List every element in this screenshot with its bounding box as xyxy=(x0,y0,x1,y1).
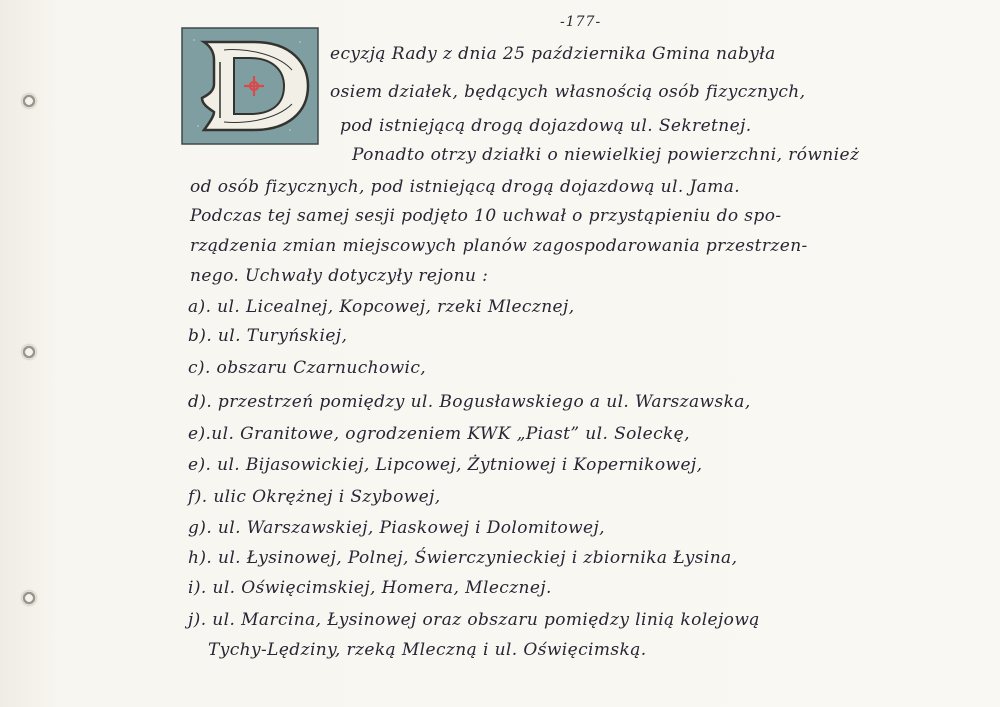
list-item: c). obszaru Czarnuchowic, xyxy=(188,358,427,378)
page-number: -177- xyxy=(560,14,602,30)
text-line: ecyzją Rady z dnia 25 października Gmina nabyła xyxy=(330,44,776,64)
list-item: d). przestrzeń pomiędzy ul. Bogusławskiego a ul. Warszawska, xyxy=(188,392,751,412)
list-item: b). ul. Turyńskiej, xyxy=(188,326,348,346)
text-line: Podczas tej samej sesji podjęto 10 uchwał o przystąpieniu do spo- xyxy=(190,206,782,226)
text-line: Ponadto otrzy działki o niewielkiej powierzchni, również xyxy=(352,145,860,165)
list-item: f). ulic Okrężnej i Szybowej, xyxy=(188,487,441,507)
binder-hole xyxy=(22,591,36,605)
text-line: rządzenia zmian miejscowych planów zagospodarowania przestrzen- xyxy=(190,236,808,256)
text-line: od osób fizycznych, pod istniejącą drogą dojazdową ul. Jama. xyxy=(190,177,741,197)
list-item: e).ul. Granitowe, ogrodzeniem KWK „Piast” ul. Soleckę, xyxy=(188,424,690,444)
list-item: a). ul. Licealnej, Kopcowej, rzeki Mlecznej, xyxy=(188,297,575,317)
list-item: h). ul. Łysinowej, Polnej, Świerczynieckiej i zbiornika Łysina, xyxy=(188,548,738,568)
text-line: osiem działek, będących własnością osób fizycznych, xyxy=(330,82,806,102)
binder-hole xyxy=(22,345,36,359)
list-item: e). ul. Bijasowickiej, Lipcowej, Żytniowej i Kopernikowej, xyxy=(188,455,703,475)
binder-hole xyxy=(22,94,36,108)
illuminated-initial xyxy=(180,26,320,146)
list-item-continuation: Tychy-Lędziny, rzeką Mleczną i ul. Oświęcimską. xyxy=(208,640,647,660)
text-line: nego. Uchwały dotyczyły rejonu : xyxy=(190,266,489,286)
list-item: j). ul. Marcina, Łysinowej oraz obszaru pomiędzy linią kolejową xyxy=(188,610,760,630)
text-line: pod istniejącą drogą dojazdową ul. Sekretnej. xyxy=(340,116,752,136)
list-item: g). ul. Warszawskiej, Piaskowej i Dolomitowej, xyxy=(188,518,605,538)
list-item: i). ul. Oświęcimskiej, Homera, Mlecznej. xyxy=(188,578,552,598)
